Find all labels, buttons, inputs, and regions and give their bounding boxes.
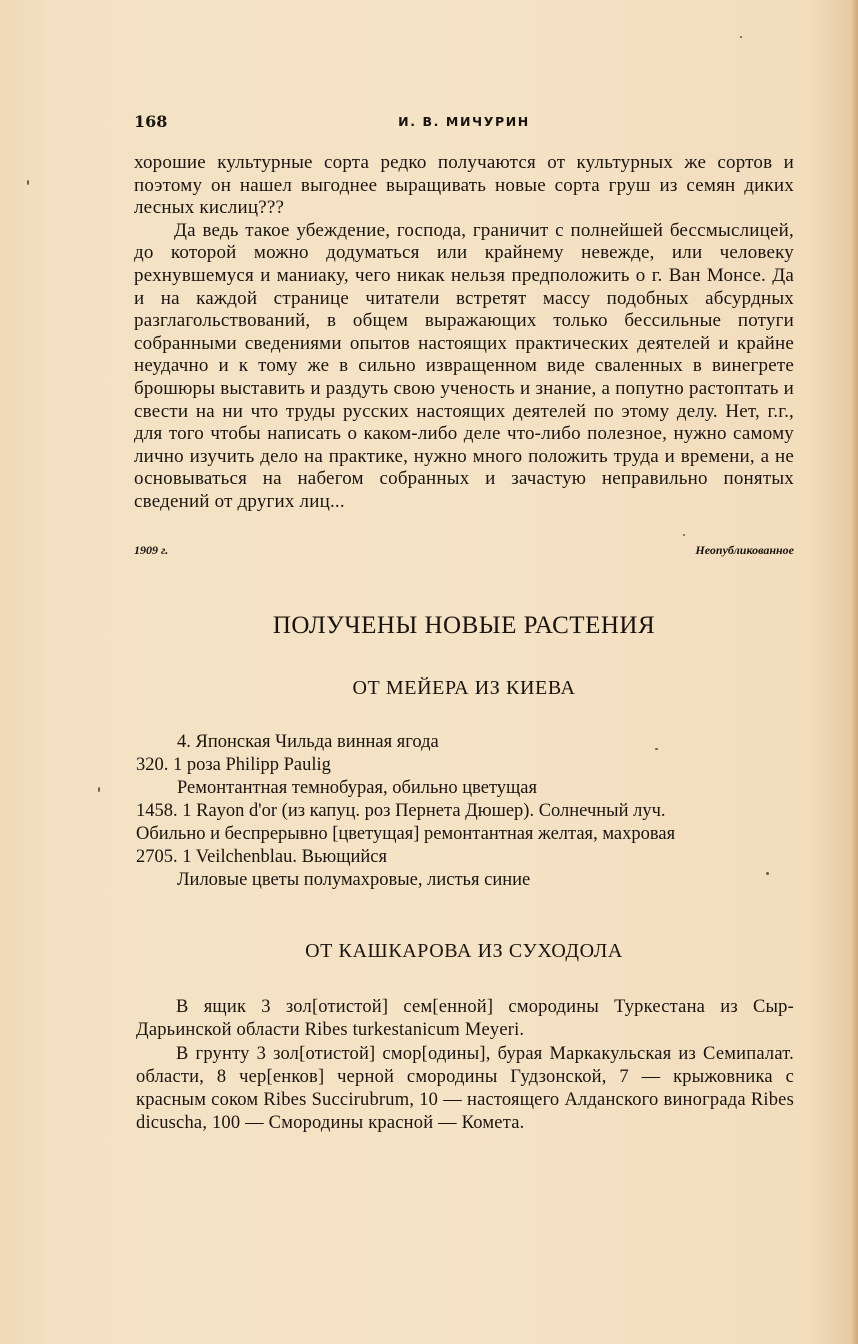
list-item: 2705. 1 Veilchenblau. Вьющийся (136, 847, 387, 867)
signature-line (134, 543, 794, 561)
list-item: Обильно и беспрерывно [цветущая] ремонтантная желтая, махровая (136, 824, 676, 844)
paper-speck (740, 36, 742, 38)
running-title: И. В. МИЧУРИН (398, 114, 530, 129)
paper-speck (766, 872, 769, 875)
page-number: 168 (134, 112, 168, 131)
paragraph: В ящик 3 зол[отистой] сем[енной] смородины Туркестана из Сыр-Дарьинской области Ribes turkestanicum Meyeri. (136, 997, 794, 1041)
publication-note: Неопубликованное (695, 543, 794, 557)
body-text (134, 152, 794, 514)
list-item: Лиловые цветы полумахровые, листья синие (177, 870, 531, 890)
paper-speck (683, 534, 685, 536)
list-item: 320. 1 роза Philipp Paulig (136, 755, 331, 775)
subsection-title-meyer: ОТ МЕЙЕРА ИЗ КИЕВА (352, 677, 576, 699)
paper-speck (98, 787, 100, 792)
paragraph-continuation: хорошие культурные сорта редко получаются от культурных же сортов и поэтому он нашел выгоднее выращивать новые сорта груш из семян диких лесных кислиц??? (134, 152, 794, 219)
section-title: ПОЛУЧЕНЫ НОВЫЕ РАСТЕНИЯ (272, 612, 656, 639)
plant-list-kashkarov (136, 996, 794, 1136)
paragraph: Да ведь такое убеждение, господа, граничит с полнейшей бессмыслицей, до которой можно додуматься или крайнему невежде, или человеку рехнувшемуся и маниаку, чего никак нельзя предположить о г. Ван Монсе. Да и на каждой странице читатели встретят массу подобных абсурдных разглагольствований, в общем выражающих только бессильные потуги собранными сведениями опытов настоящих практических деятелей и крайне неудачно и к тому же в сильно извращенном виде сваленных в винегрете брошюры выставить и раздуть свою ученость и знание, а попутно растоптать и свести на ни что труды русских настоящих деятелей по этому делу. Нет, г.г., для того чтобы написать о каком-либо деле что-либо полезное, нужно самому лично изучить дело на практике, нужно много положить труда и времени, а не основываться на набегом собранных и зачастую неправильно понятых сведений от других лиц... (134, 219, 794, 512)
date: 1909 г. (134, 543, 169, 557)
plant-list-meyer (136, 731, 794, 892)
list-item: 1458. 1 Rayon d'or (из капуц. роз Пернета Дюшер). Солнечный луч. (136, 801, 666, 821)
paper-speck (655, 748, 658, 750)
paper-speck (27, 180, 29, 185)
running-header (134, 112, 794, 136)
list-item: 4. Японская Чильда винная ягода (177, 732, 439, 752)
list-item: Ремонтантная темнобурая, обильно цветущая (177, 778, 538, 798)
page-edge-shadow (852, 0, 858, 1344)
subsection-title-kashkarov: ОТ КАШКАРОВА ИЗ СУХОДОЛА (305, 940, 623, 962)
paragraph: В грунту 3 зол[отистой] смор[одины], бурая Маркакульская из Семипалат. области, 8 чер[енков] черной смородины Гудзонской, 7 — крыжовника с красным соком Ribes Succirubrum, 10 — настоящего Алданского винограда Ribes dicuscha, 100 — Смородины красной — Комета. (136, 1043, 794, 1134)
